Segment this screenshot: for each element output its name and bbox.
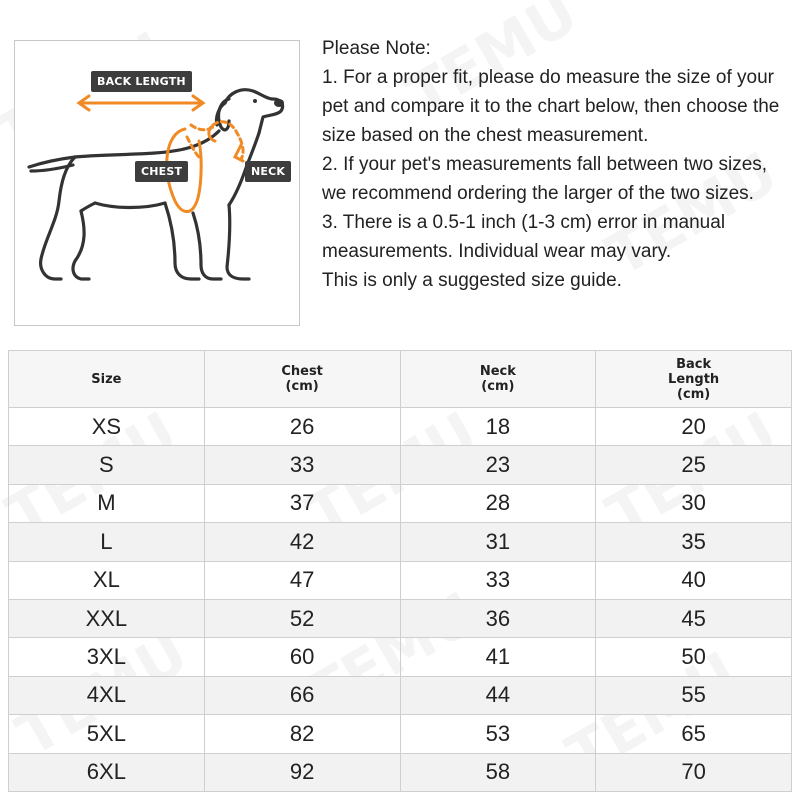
size-cell: L — [9, 523, 205, 561]
dog-measurement-diagram — [14, 40, 300, 326]
chest-cell: 42 — [204, 523, 400, 561]
table-row — [9, 753, 792, 791]
chest-cell: 47 — [204, 561, 400, 599]
chest-label: CHEST — [135, 161, 188, 182]
table-header-row — [9, 351, 792, 408]
size-cell: 4XL — [9, 676, 205, 714]
table-row — [9, 638, 792, 676]
back-cell: 50 — [596, 638, 792, 676]
neck-cell: 58 — [400, 753, 596, 791]
table-row — [9, 599, 792, 637]
note-item: 2. If your pet's measurements fall between two sizes, we recommend ordering the larger of the two sizes. — [322, 154, 768, 204]
size-cell: S — [9, 446, 205, 484]
back-cell: 70 — [596, 753, 792, 791]
chest-cell: 37 — [204, 484, 400, 522]
size-notes — [322, 34, 794, 295]
header-size: Size — [9, 351, 205, 408]
back-cell: 25 — [596, 446, 792, 484]
table-row — [9, 408, 792, 446]
back-cell: 30 — [596, 484, 792, 522]
note-item: 3. There is a 0.5-1 inch (1-3 cm) error in manual measurements. Individual wear may vary. — [322, 212, 726, 262]
back-cell: 55 — [596, 676, 792, 714]
neck-cell: 18 — [400, 408, 596, 446]
table-row — [9, 523, 792, 561]
header-neck: Neck (cm) — [400, 351, 596, 408]
size-cell: XXL — [9, 599, 205, 637]
size-cell: XL — [9, 561, 205, 599]
chest-cell: 66 — [204, 676, 400, 714]
table-row — [9, 715, 792, 753]
size-cell: 5XL — [9, 715, 205, 753]
back-cell: 40 — [596, 561, 792, 599]
header-chest: Chest (cm) — [204, 351, 400, 408]
neck-cell: 33 — [400, 561, 596, 599]
chest-cell: 33 — [204, 446, 400, 484]
size-cell: XS — [9, 408, 205, 446]
neck-cell: 53 — [400, 715, 596, 753]
back-cell: 45 — [596, 599, 792, 637]
table-row — [9, 484, 792, 522]
back-cell: 20 — [596, 408, 792, 446]
neck-cell: 28 — [400, 484, 596, 522]
note-item: This is only a suggested size guide. — [322, 270, 622, 291]
size-chart-table — [8, 350, 792, 792]
back-cell: 35 — [596, 523, 792, 561]
neck-cell: 44 — [400, 676, 596, 714]
chest-cell: 92 — [204, 753, 400, 791]
neck-cell: 36 — [400, 599, 596, 637]
table-row — [9, 446, 792, 484]
chest-cell: 26 — [204, 408, 400, 446]
header-back-length: Back Length (cm) — [596, 351, 792, 408]
chest-cell: 60 — [204, 638, 400, 676]
table-row — [9, 561, 792, 599]
neck-cell: 41 — [400, 638, 596, 676]
chest-cell: 82 — [204, 715, 400, 753]
neck-cell: 23 — [400, 446, 596, 484]
back-length-label: BACK LENGTH — [91, 71, 192, 92]
neck-label: NECK — [245, 161, 291, 182]
back-cell: 65 — [596, 715, 792, 753]
size-cell: M — [9, 484, 205, 522]
table-row — [9, 676, 792, 714]
size-cell: 6XL — [9, 753, 205, 791]
neck-cell: 31 — [400, 523, 596, 561]
size-cell: 3XL — [9, 638, 205, 676]
chest-cell: 52 — [204, 599, 400, 637]
note-item: 1. For a proper fit, please do measure the size of your pet and compare it to the chart below, then choose the size based on the chest measurement. — [322, 67, 780, 146]
notes-heading: Please Note: — [322, 38, 431, 59]
